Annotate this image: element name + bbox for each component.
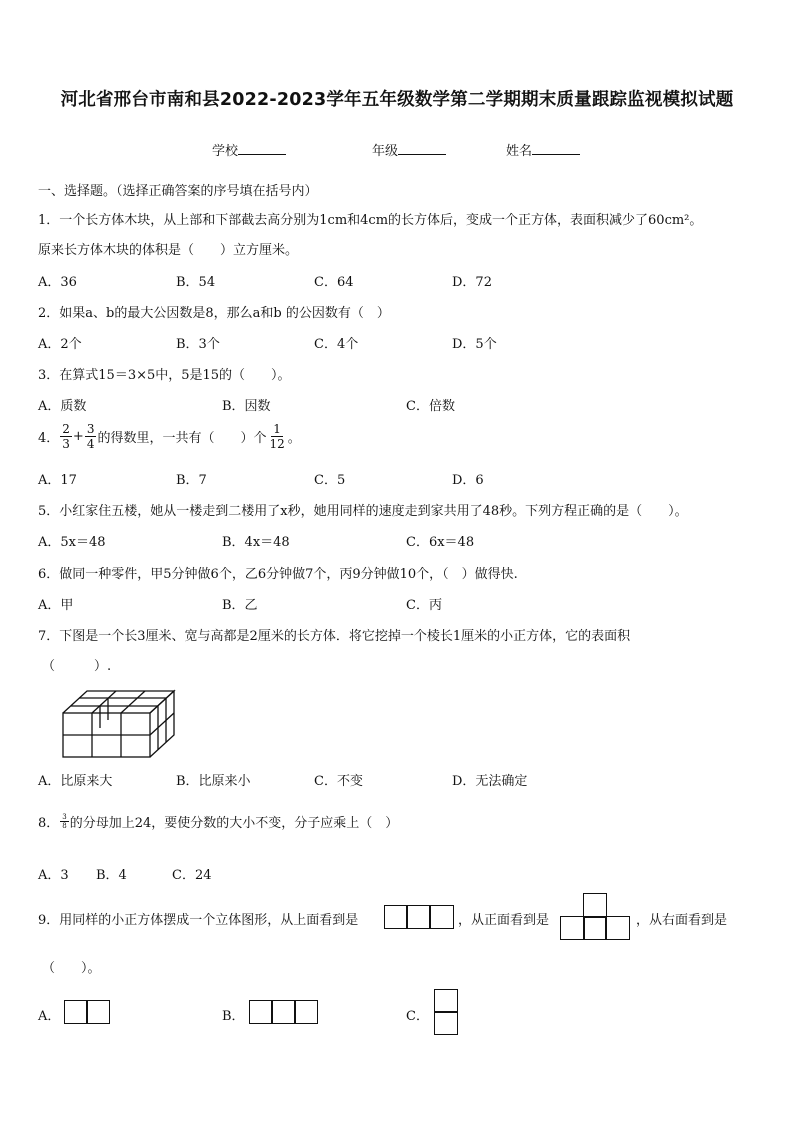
q9-option-a-figure xyxy=(64,1000,112,1024)
option-b-square xyxy=(294,1000,318,1024)
q6-option-a: A．甲 xyxy=(38,598,74,613)
q2-text: 2．如果a、b的最大公因数是8，那么a和b 的公因数有（ ） xyxy=(38,306,390,321)
q1-option-b: B．54 xyxy=(176,275,216,290)
q4-option-c: C．5 xyxy=(314,473,346,488)
q7-option-a: A．比原来大 xyxy=(38,774,113,789)
q4-fraction-2: $\frac{3}{4}$ xyxy=(86,422,95,451)
name-label: 姓名 xyxy=(506,144,533,159)
q6-option-c: C．丙 xyxy=(406,598,442,613)
q9-mid: ，从正面看到是 xyxy=(458,913,550,928)
q9-front-view xyxy=(560,893,632,941)
page-title: 河北省邢台市南和县2022-2023学年五年级数学第二学期期末质量跟踪监视模拟试题 xyxy=(60,90,734,110)
q7-line1: 7．下图是一个长3厘米、宽与高都是2厘米的长方体．将它挖掉一个棱长1厘米的小正方体，它的表面积 xyxy=(38,629,631,644)
q4-plus: + xyxy=(72,429,84,444)
q8-option-c: C．24 xyxy=(172,868,212,883)
q8-text xyxy=(38,812,398,831)
top-view-square xyxy=(406,905,431,929)
cuboid-lines xyxy=(63,691,174,757)
q8-fraction: $\frac{3}{8}$ xyxy=(62,813,67,830)
q6-option-b: B．乙 xyxy=(222,598,258,613)
q3-option-a: A．质数 xyxy=(38,399,87,414)
q4-number: 4． xyxy=(38,431,60,446)
q4-option-d: D．6 xyxy=(452,473,484,488)
q9-line2: （ ）。 xyxy=(42,961,101,976)
school-blank xyxy=(238,142,286,155)
front-view-square xyxy=(605,916,630,940)
q3-text: 3．在算式15＝3×5中，5是15的（ ）。 xyxy=(38,368,291,383)
school-label: 学校 xyxy=(212,144,239,159)
q9-post: ，从右面看到是 xyxy=(636,913,728,928)
q1-option-a: A．36 xyxy=(38,275,77,290)
option-a-square xyxy=(86,1000,110,1024)
q1-option-d: D．72 xyxy=(452,275,492,290)
q3-option-b: B．因数 xyxy=(222,399,271,414)
q7-option-b: B．比原来小 xyxy=(176,774,251,789)
q5-text: 5．小红家住五楼，她从一楼走到二楼用了x秒，她用同样的速度走到家共用了48秒。下列方程正确的是（ ）。 xyxy=(38,504,688,519)
front-view-square xyxy=(583,916,607,940)
q4-text xyxy=(38,422,301,451)
name-blank xyxy=(532,142,580,155)
q8-number: 8． xyxy=(38,816,60,831)
grade-blank xyxy=(398,142,446,155)
grade-label: 年级 xyxy=(372,144,399,159)
grade-field xyxy=(372,140,446,159)
q4-fraction-3: $\frac{1}{12}$ xyxy=(269,422,285,451)
q9-option-c: C． xyxy=(406,1009,429,1024)
q9-pre: 9．用同样的小正方体摆成一个立体图形，从上面看到是 xyxy=(38,913,359,928)
q9-top-view xyxy=(384,905,456,929)
q9-option-a: A． xyxy=(38,1009,61,1024)
option-b-square xyxy=(249,1000,273,1024)
q4-fraction-1: $\frac{2}{3}$ xyxy=(62,422,70,451)
q2-option-d: D．5个 xyxy=(452,337,497,352)
school-field xyxy=(212,140,286,159)
front-view-square xyxy=(583,893,607,918)
q4-option-a: A．17 xyxy=(38,473,77,488)
option-a-square xyxy=(64,1000,88,1024)
section-heading: 一、选择题。（选择正确答案的序号填在括号内） xyxy=(38,184,318,199)
q1-option-c: C．64 xyxy=(314,275,354,290)
q4-option-b: B．7 xyxy=(176,473,207,488)
q3-option-c: C．倍数 xyxy=(406,399,455,414)
q5-option-b: B．4x＝48 xyxy=(222,535,290,550)
q5-option-a: A．5x＝48 xyxy=(38,535,106,550)
q5-option-c: C．6x＝48 xyxy=(406,535,475,550)
cuboid-figure xyxy=(58,680,178,760)
q4-middle: 的得数里，一共有（ ）个 xyxy=(97,431,267,446)
q9-option-b: B． xyxy=(222,1009,245,1024)
q1-line1: 1．一个长方体木块，从上部和下部截去高分别为1cm和4cm的长方体后，变成一个正方体，表面积减少了60cm²。 xyxy=(38,213,703,228)
q9-option-b-figure xyxy=(249,1000,321,1024)
q7-option-c: C．不变 xyxy=(314,774,363,789)
q8-option-b: B．4 xyxy=(96,868,127,883)
q1-line2: 原来长方体木块的体积是（ ）立方厘米。 xyxy=(38,243,299,258)
option-c-square xyxy=(434,989,458,1013)
q4-end: 。 xyxy=(287,431,301,446)
q2-option-a: A．2个 xyxy=(38,337,82,352)
q8-body: 的分母加上24，要使分数的大小不变，分子应乘上（ ） xyxy=(69,816,399,831)
q2-option-c: C．4个 xyxy=(314,337,359,352)
q7-line2: （ ）. xyxy=(42,659,112,674)
option-b-square xyxy=(271,1000,296,1024)
q2-option-b: B．3个 xyxy=(176,337,220,352)
name-field xyxy=(506,140,580,159)
q7-option-d: D．无法确定 xyxy=(452,774,528,789)
q6-text: 6．做同一种零件，甲5分钟做6个，乙6分钟做7个，丙9分钟做10个，（ ）做得快. xyxy=(38,567,518,582)
top-view-square xyxy=(384,905,408,929)
q9-option-c-figure xyxy=(434,989,458,1037)
front-view-square xyxy=(560,916,585,940)
option-c-square xyxy=(434,1011,458,1035)
top-view-square xyxy=(429,905,454,929)
q8-option-a: A．3 xyxy=(38,868,69,883)
